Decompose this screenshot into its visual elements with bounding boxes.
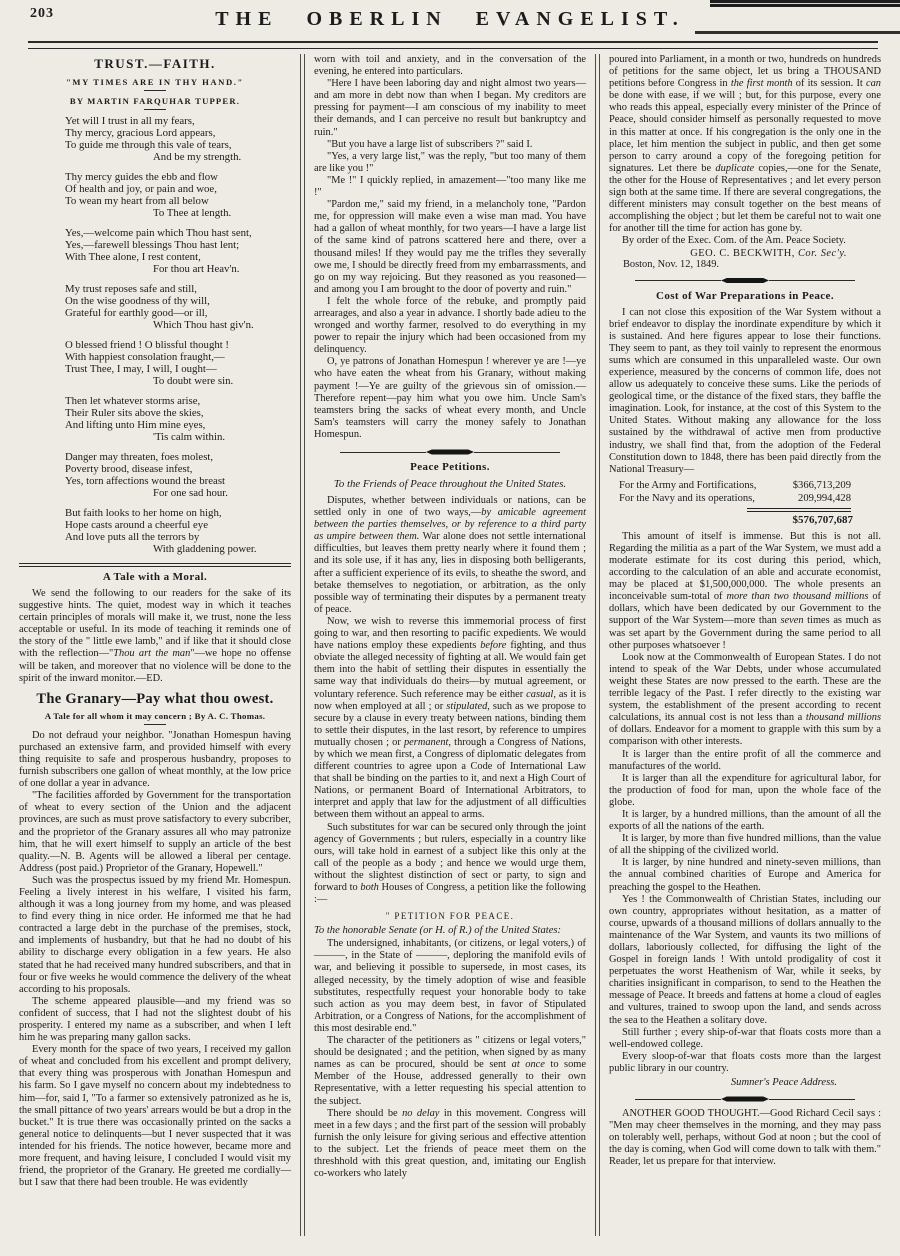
paragraph: The character of the petitioners as " citizens or legal voters," should be designated ; and the petition, when signed by as many names as can be procured, should be sent at once to some Member of the House, addressed generally to their own Representative, with a letter requesting his special attention to the subject. bbox=[314, 1035, 586, 1107]
ledger-label: For the Army and Fortifications, bbox=[619, 479, 757, 491]
page-number: 203 bbox=[30, 6, 54, 21]
article-subhead: A Tale for all whom it may concern ; By A. C. Thomas. bbox=[44, 710, 266, 721]
paragraph: worn with toil and anxiety, and in the conversation of the evening, he entered into particulars. bbox=[314, 54, 586, 78]
poem-stanza bbox=[65, 227, 291, 275]
scan-artifact-rule bbox=[695, 31, 900, 34]
column-1 bbox=[10, 52, 300, 1244]
poem-line: But faith looks to her home on high, bbox=[65, 507, 222, 519]
paragraph: I can not close this exposition of the War System without a brief endeavor to display the inordinate expenditure by which it is sustained. And here figures appear to lose their functions. They seem to pant, as they toil vainly to represent the enormous sums which are consumed in this unparalleled waste. Our own experience, measured by the concerns of common life, does not allow us adequately to conceive these sums. Like the periods of geological time, or the distance of the fixed stars, they baffle the imagination. Look, for instance, at the cost of this System to the United States. Without making any allowance for the loss sustained by the withdrawal of active men from productive industry, we shall find that, from the adoption of the Federal Constitution down to 1848, there has been paid directly from the National Treasury— bbox=[609, 306, 881, 475]
poem-line: Yes,—welcome pain which Thou hast sent, bbox=[65, 227, 252, 239]
paragraph: "Pardon me," said my friend, in a melancholy tone, "Pardon me, for oppression will make even a wise man mad. You have had a gallon of wheat monthly, for two years—I have a large list of the same kind of patrons scattered here and there, over a thousand miles! If they would pay me the trifles they severally owe me, I should be directly freed from my embarrassments, and go on my way rejoicing. But they reasoned as you reasoned—and among you I am brought to the door of poverty and ruin." bbox=[314, 199, 586, 295]
poem-line: Thy mercy, gracious Lord appears, bbox=[65, 127, 216, 139]
paragraph: poured into Parliament, in a month or two, hundreds on hundreds of petitions for the same object, let us bring a THOUSAND petitions before Congress in the first month of its session. It can be done with ease, if we will ; but, for this purpose, every one who reads this appeal, especially every minister of the Prince of Peace, should consider himself as personally requested to move in this matter at once. If his congregation is the only one in the place, let him mention the subject in public, and then get some person to carry around a copy of the foregoing petition for signatures. Let there be duplicate copies,—one for the Senate, the other for the House of Representatives ; and let every person sign both at the same time. If there are several congregations, the different ministers may consult together on the best means of accomplishing the object ; but let them be careful not to wait one for another till the time for action has gone by. bbox=[609, 54, 881, 235]
divider-hairline bbox=[144, 109, 166, 110]
paragraph: The scheme appeared plausible—and my friend was so confident of success, that I had not the slightest doubt of his prosperity. I entered my name as a subscriber, and when I left him he was preparing many gallon sacks. bbox=[19, 995, 291, 1044]
poem-line: Then let whatever storms arise, bbox=[65, 395, 201, 407]
ornament-line bbox=[769, 1099, 855, 1100]
ornament-diamond-icon bbox=[721, 278, 769, 284]
section-heading: A Tale with a Moral. bbox=[102, 571, 208, 583]
poem-line: Which Thou hast giv'n. bbox=[153, 319, 254, 331]
masthead-title: THE OBERLIN EVANGELIST. bbox=[215, 8, 685, 30]
poem-line: Yet will I trust in all my fears, bbox=[65, 115, 195, 127]
poem-stanza bbox=[65, 115, 291, 163]
poem-line: To wean my heart from all below bbox=[65, 195, 209, 207]
ledger-total-rule bbox=[747, 508, 851, 512]
poem-line: Hope casts around a cheerful eye bbox=[65, 519, 208, 531]
poem-stanza bbox=[65, 395, 291, 443]
divider-ornament bbox=[609, 1096, 881, 1102]
dateline: Boston, Nov. 12, 1849. bbox=[623, 258, 720, 270]
salutation-line: To the Friends of Peace throughout the United States. bbox=[333, 478, 567, 490]
paragraph: It is larger, by a hundred millions, than the amount of all the exports of all the nations of the earth. bbox=[609, 808, 881, 833]
columns-container bbox=[10, 52, 890, 1244]
poem-line: On the wise goodness of thy will, bbox=[65, 295, 210, 307]
paragraph: Disputes, whether between individuals or nations, can be settled only in one of two ways,—by amicable agreement between the parties themselves, or by reference to a third party as umpire between them. War alone does not settle international difficulties, but leaves them pretty nearly where it found them ; and its sole use, if it has any, lies in disposing both belligerants, after a sufficient experience of its evils, to sheathe the sword, and betake themselves to negotiation, or arbitration, as the only possible way of terminating their disputes by a permanent treaty of peace. bbox=[314, 495, 587, 615]
column-3 bbox=[600, 52, 890, 1244]
paragraph: The undersigned, inhabitants, (or citizens, or legal voters,) of ———, in the State of ———, deploring the manifold evils of war, and believing it possible to supersede, in most cases, its alleged necessity, by the timely adoption of wise and feasible substitutes, respectfully request your honorable body to take such action as you may deem best, in favor of Stipulated Arbitration, or a Congress of Nations, for the accomplishment of this most desirable end." bbox=[314, 938, 586, 1034]
ornament-line bbox=[635, 1099, 721, 1100]
paragraph: "Here I have been laboring day and night almost two years—and am more in debt now than when I began. My creditors are pressing for payment—I am conscious of my inability to meet their demands, and I can perceive no result but bankruptcy and ruin." bbox=[314, 78, 586, 138]
paragraph: Still further ; every ship-of-war that floats costs more than a well-endowed college. bbox=[609, 1026, 881, 1050]
divider-ornament bbox=[314, 449, 586, 455]
scan-artifact-bar bbox=[710, 0, 900, 7]
petition-heading: " PETITION FOR PEACE. bbox=[385, 911, 515, 922]
divider-hairline bbox=[144, 90, 166, 91]
section-heading: Peace Petitions. bbox=[410, 461, 490, 473]
paragraph: Look now at the Commonwealth of European States. I do not intend to speak of the War Debts, under whose accumulated weight these States are now pressed to the earth. These are the terrible legacy of the Past. I refer directly to the existing war system, the establishment of the present according to recent calculations, its annual cost is not less than a thousand millions of dollars. Endeavor for a moment to grapple with this sum by a comparison with other interests. bbox=[609, 651, 881, 748]
poem-stanza bbox=[65, 451, 291, 499]
poem-line: Poverty brood, disease infest, bbox=[65, 463, 193, 475]
divider-hairline bbox=[144, 724, 166, 725]
paragraph: "Me !" I quickly replied, in amazement—"too many like me !" bbox=[314, 174, 586, 199]
signature-line: GEO. C. BECKWITH, Cor. Sec'y. bbox=[690, 247, 847, 259]
paragraph: Such was the prospectus issued by my friend Mr. Homespun. Feeling a lively interest in his welfare, I visited his farm, although it was a long journey from my home, and was pleased to find every thing in nice order. He informed me that he had contracted a large debt in the purchase of the premises, stock, and implements of husbandry, but that he had no doubt of his ability to discharge every obligation in a few years. He also stated that he had received many hundred subscribers, and that in four or five weeks he would commence the delivery of the wheat according to his proposals. bbox=[19, 874, 291, 995]
paragraph: "But you have a large list of subscribers ?" said I. bbox=[327, 138, 533, 150]
paragraph: It is larger, by more than five hundred millions, than the value of all the shipping of the civilized world. bbox=[609, 833, 881, 857]
ornament-line bbox=[635, 280, 721, 281]
masthead-rule bbox=[28, 41, 878, 49]
poem-line: Yes, torn affections wound the breast bbox=[65, 475, 226, 487]
paragraph: There should be no delay in this movement. Congress will meet in a few days ; and the first part of the session will probably furnish the only leisure for giving serious and effective attention to the subject. Let the friends of peace meet them on the threshhold with this great question, and, imitating our English co-workers who lately bbox=[314, 1107, 586, 1180]
poem-stanza bbox=[65, 507, 291, 555]
column-2 bbox=[305, 52, 595, 1244]
ornament-line bbox=[474, 452, 560, 453]
poem-line: Yes,—farewell blessings Thou hast lent; bbox=[65, 239, 240, 251]
poem-stanza bbox=[65, 283, 291, 331]
paragraph: By order of the Exec. Com. of the Am. Peace Society. bbox=[622, 235, 846, 247]
section-heading: Cost of War Preparations in Peace. bbox=[656, 289, 834, 302]
poem-line: To Thee at length. bbox=[153, 207, 232, 219]
paragraph: Yes ! the Commonwealth of Christian States, including our own country, appropriates without hesitation, as a matter of course, upwards of a thousand millions of dollars annually to the maintenance of the War System, and vaunts its two millions of dollars, laboriously collected, for diffusing the light of the Gospel in foreign lands ! With untold prodigality of cost it perpetuates the worst Heathenism of War, while it seeks, by charities insignificant in comparison, to send to the Heathen the message of Peace. It breeds and fattens at home a cloud of eagles and vultures, trained to swoop upon the land, and sends across the sea to the Heathen a solitary dove. bbox=[609, 893, 881, 1026]
poem-line: 'Tis calm within. bbox=[153, 431, 226, 443]
poem-line: With gladdening power. bbox=[153, 543, 257, 555]
paragraph: "Yes, a very large list," was the reply, "but too many of them are like you !" bbox=[314, 150, 586, 174]
paragraph: Every sloop-of-war that floats costs more than the largest public library in our country. bbox=[609, 1050, 881, 1074]
paragraph: It is larger, by nine hundred and ninety-seven millions, than the annual combined charities of Europe and America for preaching the gospel to the Heathen. bbox=[609, 857, 881, 893]
ornament-line bbox=[769, 280, 855, 281]
poem-line: My trust reposes safe and still, bbox=[65, 283, 197, 295]
paragraph: I felt the whole force of the rebuke, and promptly paid arrearages, and also a year in advance. I shortly bade adieu to the wronged and worthy farmer, resolved to do everything in my power to repair the injury which had been occasioned from my delinquency. bbox=[314, 295, 586, 356]
ledger-total: $576,707,687 bbox=[792, 513, 853, 526]
paragraph: ANOTHER GOOD THOUGHT.—Good Richard Cecil says : "Men may cheer themselves in the morning, and they may pass on tolerably well, perhaps, without God at noon ; but the cool of the day is coming, when God will come down to talk with them." Reader, let us prepare for that interview. bbox=[609, 1108, 881, 1168]
poem-line: Of health and joy, or pain and woe, bbox=[65, 183, 217, 195]
poem-line: Trust Thee, I may, I will, I ought— bbox=[65, 363, 217, 375]
paragraph: It is larger than all the expenditure for agricultural labor, for the production of food for man, upon the whole face of the globe. bbox=[609, 772, 881, 808]
article-title: TRUST.—FAITH. bbox=[94, 56, 216, 71]
ornament-diamond-icon bbox=[426, 449, 474, 455]
divider-ornament bbox=[609, 278, 881, 284]
paragraph: Every month for the space of two years, I received my gallon of wheat and concluded from his excellent and prompt delivery, that every thing was prosperous with Jonathan Homespun and his farm. So I gave myself no concern about my indebtedness to him—for, said I, "To a farmer so extensively patronized as he is, the small pittance of two years' arrears would be but a drop in the bucket." It is true there was occasionally printed on the sacks a general notice to delinquents—but I never suspected that it was intended for his friends. The notice however, became more and more frequent, and having leisure, I concluded I would visit my friend, the proprietor of the Granary. He greeted me cordially—but I saw that there had been trouble. He was evidently bbox=[19, 1044, 291, 1189]
poem-line: To doubt were sin. bbox=[153, 375, 234, 387]
attribution-line: Sumner's Peace Address. bbox=[730, 1077, 837, 1089]
paragraph: O, ye patrons of Jonathan Homespun ! wherever ye are !—ye who have eaten the wheat from his Granary, without making payment !—Ye are guilty of the grievous sin of omission.—Therefore repent—pay him what you owe him. Uncle Sam's teamsters bring the sacks of wheat every month, and Uncle Sam's teamsters will carry the money safely to Jonathan Homespun. bbox=[314, 356, 586, 440]
poem-line: For one sad hour. bbox=[153, 487, 228, 499]
paragraph: Now, we wish to reverse this immemorial process of first going to war, and then resorting to pacific expedients. We would have nations employ these expedients before fighting, and thus obviate the alleged necessity of fighting at all. We would fain get them into the habit of settling their disputes in essentially the same way that individuals do theirs—by mutual agreement, or voluntary reference. Such reference may be either casual, as it is now when employed at all ; or stipulated, such as we propose to secure by a clause in every treaty between nations, binding them to settle their disputes, in the last resort, by reference to umpires mutually chosen ; or permanent, through a Congress of Nations, by which we mean first, a Congress of diplomatic delegates from different countries to agree upon a Code of International Law that shall be binding on the parties to it, and next a High Court of Nations, or permanent Board of International Arbitrators, to interpret and apply that law for the adjustment of all difficulties between them without an appeal to arms. bbox=[314, 615, 586, 821]
article-heading: The Granary—Pay what thou owest. bbox=[36, 690, 274, 707]
expense-ledger bbox=[609, 479, 881, 527]
poem-line: And lifting unto Him mine eyes, bbox=[65, 419, 206, 431]
ledger-row bbox=[609, 479, 881, 492]
poem-line: And love puts all the terrors by bbox=[65, 531, 200, 543]
poem-line: With Thee alone, I rest content, bbox=[65, 251, 201, 263]
paragraph: This amount of itself is immense. But this is not all. Regarding the militia as a part of the War System, we must add a moderate estimate for its cost during this period, which, according to the calculation of an able and accurate economist, may be placed at $1,500,000,000. The whole presents an inconceivable sum-total of more than two thousand millions of dollars, which have been dedicated by our Government to the support of the War System—more than seven times as much as was set apart by the Government during the same period to all other purposes whatsoever ! bbox=[609, 530, 881, 651]
paragraph: Such substitutes for war can be secured only through the joint agency of Governments ; but rulers, especially in a country like ours, will take hold in earnest of a subject like this only at the call of the people as a body ; and hence we would urge them, without the slightest distinction of sect or party, to sign and forward to both Houses of Congress, a petition like the following :— bbox=[314, 821, 587, 906]
ornament-diamond-icon bbox=[721, 1096, 769, 1102]
ledger-row bbox=[609, 492, 881, 505]
poem-line: And be my strength. bbox=[153, 151, 242, 163]
poem-line: Danger may threaten, foes molest, bbox=[65, 451, 214, 463]
ledger-amount: 209,994,428 bbox=[798, 492, 851, 504]
poem-line: Grateful for earthly good—or ill, bbox=[65, 307, 208, 319]
ledger-label: For the Navy and its operations, bbox=[619, 492, 755, 504]
paragraph: Do not defraud your neighbor. "Jonathan Homespun having purchased an extensive farm, and provided himself with every thing requisite to safe and prosperous husbandry, proposes to furnish subscribers one gallon of wheat monthly, at the low price of one dollar a year in advance. bbox=[19, 729, 291, 790]
poem-line: With happiest consolation fraught,— bbox=[65, 351, 225, 363]
poem-stanza bbox=[65, 339, 291, 387]
salutation-line: To the honorable Senate (or H. of R.) of the United States: bbox=[314, 925, 562, 937]
poem-stanza bbox=[65, 171, 291, 219]
paragraph: It is larger than the entire profit of all the commerce and manufactures of the world. bbox=[609, 748, 881, 772]
article-byline: BY MARTIN FARQUHAR TUPPER. bbox=[69, 96, 241, 106]
paragraph: "The facilities afforded by Government for the transportation of wheat to every section of the Union and the adjacent provinces, are such as must prove satisfactory to every subcriber, and the proprietor of the Granary assures all who may patronize him, that he will exert himself to supply an article of the best quality.—N. B. Agents will be allowed a liberal per centage. Address (post paid.) Proprietor of the Granary, Hopewell." bbox=[19, 790, 291, 874]
article-subtitle: "MY TIMES ARE IN THY HAND." bbox=[66, 77, 244, 87]
poem-line: O blessed friend ! O blissful thought ! bbox=[65, 339, 230, 351]
poem-line: To guide me through this vale of tears, bbox=[65, 139, 232, 151]
section-rule bbox=[19, 563, 291, 567]
poem-line: Their Ruler sits above the skies, bbox=[65, 407, 204, 419]
paragraph: We send the following to our readers for the sake of its suggestive hints. The quiet, modest way in which it teaches certain principles of morals will make it, we trust, none the less acceptable or useful. In its mode of teaching it reminds one of the story of the " little ewe lamb," and if like that it should close with the reflection—"Thou art the man"—we hope no offense will be taken, and moreover that no violence will be done to the spirit of the inward monitor.—ED. bbox=[19, 588, 291, 684]
poem-line: Thy mercy guides the ebb and flow bbox=[65, 171, 218, 183]
ledger-amount: $366,713,209 bbox=[792, 479, 851, 491]
ornament-line bbox=[340, 452, 426, 453]
scan-artifact-line bbox=[710, 3, 900, 4]
poem-line: For thou art Heav'n. bbox=[153, 263, 240, 275]
